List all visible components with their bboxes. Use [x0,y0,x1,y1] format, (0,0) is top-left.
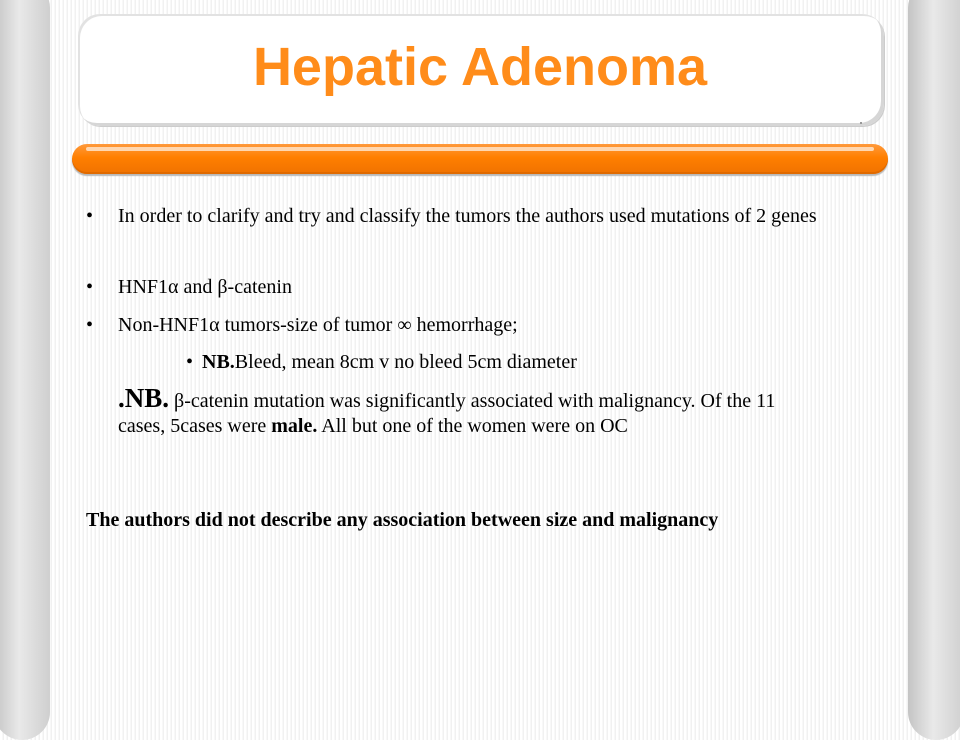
bullet-marker: • [186,351,194,373]
slide-title: Hepatic Adenoma [252,37,708,97]
sub-bullet-item [186,350,786,374]
bullet-marker: • [86,314,94,336]
bullet-text: HNF1α and β-catenin [118,276,292,298]
bullet-text: In order to clarify and try and classify the tumors the authors used mutations of 2 genes [118,205,817,227]
nb-lead: .NB. [118,383,170,413]
nb-bold-prefix: NB. [202,351,235,373]
bullet-item [86,204,856,228]
bullet-item [86,313,856,337]
sub-bullet-body: Bleed, mean 8cm v no bleed 5cm diameter [234,351,577,373]
nb-text-part2: All but one of the women were on OC [317,415,628,437]
conclusion-text: The authors did not describe any association between size and malignancy [86,509,719,531]
sub-bullet-text [202,350,786,374]
bullet-text: Non-HNF1α tumors-size of tumor ∞ hemorrhage; [118,314,518,336]
bullet-marker: • [86,205,94,227]
nb-text-part1: β-catenin mutation was significantly associated with malignancy. Of the 11 cases, 5cases were [118,390,776,437]
bullet-item [86,275,856,299]
nb-paragraph [118,383,818,439]
bullet-marker: • [86,276,94,298]
nb-bold-word: male. [271,415,318,437]
